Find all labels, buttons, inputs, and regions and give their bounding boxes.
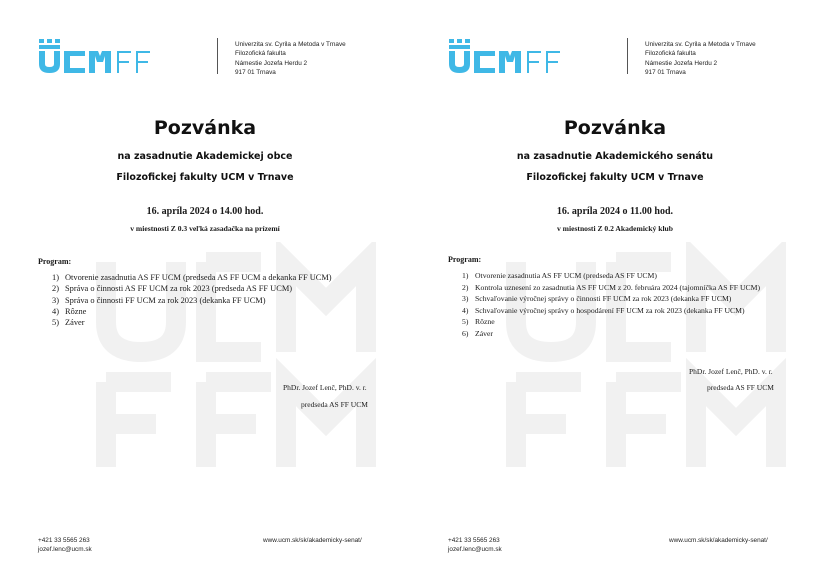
meeting-date: 16. apríla 2024 o 11.00 hod. (556, 206, 674, 217)
agenda-item-text: Schvaľovanie výročnej správy o hospodárení FF UCM za rok 2023 (dekanka FF UCM) (475, 305, 745, 315)
street-address: Námestie Jozefa Herdu 2 (645, 59, 718, 67)
agenda-item-text: Správa o činnosti AS FF UCM za rok 2023 (predseda AS FF UCM) (65, 284, 293, 294)
footer-email[interactable]: jozef.lenc@ucm.sk (448, 546, 502, 553)
meeting-subtitle: na zasadnutie Akademickej obce (117, 151, 293, 162)
agenda-item-number: 5) (52, 318, 59, 328)
university-name: Univerzita sv. Cyrila a Metoda v Trnave (645, 41, 756, 48)
footer-phone: +421 33 5565 263 (448, 537, 500, 544)
signature-name: PhDr. Jozef Lenč, PhD. v. r. (283, 383, 367, 392)
signature-role: predseda AS FF UCM (301, 400, 368, 409)
agenda-item-number: 1) (462, 271, 469, 280)
footer-website-link[interactable]: www.ucm.sk/sk/akademicky-senat/ (263, 537, 362, 544)
agenda-item (462, 328, 760, 340)
agenda-item (52, 306, 332, 317)
meeting-date: 16. apríla 2024 o 14.00 hod. (146, 206, 264, 217)
agenda-item-number: 1) (52, 273, 59, 282)
university-address (645, 40, 756, 78)
footer-email[interactable]: jozef.lenc@ucm.sk (38, 546, 92, 553)
agenda-item (52, 295, 332, 306)
agenda-item (462, 316, 760, 328)
street-address: Námestie Jozefa Herdu 2 (235, 59, 308, 67)
meeting-place: v miestnosti Z 0.3 veľká zasadačka na prízemí (130, 224, 280, 233)
program-label: Program: (38, 257, 72, 266)
agenda-item-text: Rôzne (475, 317, 495, 327)
page-title: Pozvánka (153, 117, 257, 139)
agenda-item-number: 3) (462, 294, 469, 304)
university-address (235, 40, 346, 78)
agenda-item-number: 6) (462, 328, 469, 338)
agenda-item-text: Kontrola uznesení zo zasadnutia AS FF UCM z 20. februára 2024 (tajomníčka AS FF UCM) (475, 282, 761, 292)
faculty-subtitle: Filozofickej fakulty UCM v Trnave (526, 172, 704, 183)
invitation-page-right (410, 0, 820, 567)
agenda-item (462, 282, 760, 294)
ucm-ff-logo (448, 38, 568, 74)
agenda-item (52, 283, 332, 294)
city-address: 917 01 Trnava (235, 69, 276, 77)
agenda-item (462, 293, 760, 305)
footer-phone: +421 33 5565 263 (38, 537, 90, 544)
meeting-subtitle: na zasadnutie Akademického senátu (516, 151, 714, 162)
agenda-list (52, 272, 332, 328)
footer-website-link[interactable]: www.ucm.sk/sk/akademicky-senat/ (669, 537, 768, 544)
agenda-list (462, 270, 760, 340)
ucm-ff-logo (38, 38, 158, 74)
agenda-item (462, 305, 760, 317)
agenda-item-text: Rôzne (65, 306, 87, 316)
agenda-item-number: 4) (52, 306, 59, 316)
header-divider (627, 38, 628, 74)
signature-name: PhDr. Jozef Lenč, PhD. v. r. (689, 367, 773, 376)
agenda-item (462, 270, 760, 282)
agenda-item-number: 2) (52, 284, 59, 294)
agenda-item (52, 272, 332, 283)
university-name: Univerzita sv. Cyrila a Metoda v Trnave (235, 41, 346, 48)
faculty-name: Filozofická fakulta (645, 50, 696, 58)
signature-role: predseda AS FF UCM (707, 383, 774, 392)
agenda-item-text: Záver (65, 318, 85, 328)
header-divider (217, 38, 218, 74)
agenda-item-number: 3) (52, 295, 59, 305)
agenda-item-text: Otvorenie zasadnutia AS FF UCM (predseda AS FF UCM a dekanka FF UCM) (65, 273, 332, 282)
faculty-subtitle: Filozofickej fakulty UCM v Trnave (116, 172, 294, 183)
agenda-item-text: Záver (475, 328, 493, 338)
agenda-item-text: Schvaľovanie výročnej správy o činnosti FF UCM za rok 2023 (dekanka FF UCM) (475, 294, 732, 304)
page-title: Pozvánka (563, 117, 667, 139)
agenda-item-number: 2) (462, 282, 469, 292)
agenda-item-text: Otvorenie zasadnutia AS FF UCM (predseda AS FF UCM) (475, 271, 657, 280)
agenda-item (52, 317, 332, 328)
agenda-item-number: 4) (462, 305, 469, 315)
faculty-name: Filozofická fakulta (235, 50, 286, 58)
program-label: Program: (448, 255, 482, 264)
city-address: 917 01 Trnava (645, 69, 686, 77)
agenda-item-number: 5) (462, 317, 469, 327)
agenda-item-text: Správa o činnosti FF UCM za rok 2023 (dekanka FF UCM) (65, 295, 266, 305)
meeting-place: v miestnosti Z 0.2 Akademický klub (556, 224, 674, 233)
